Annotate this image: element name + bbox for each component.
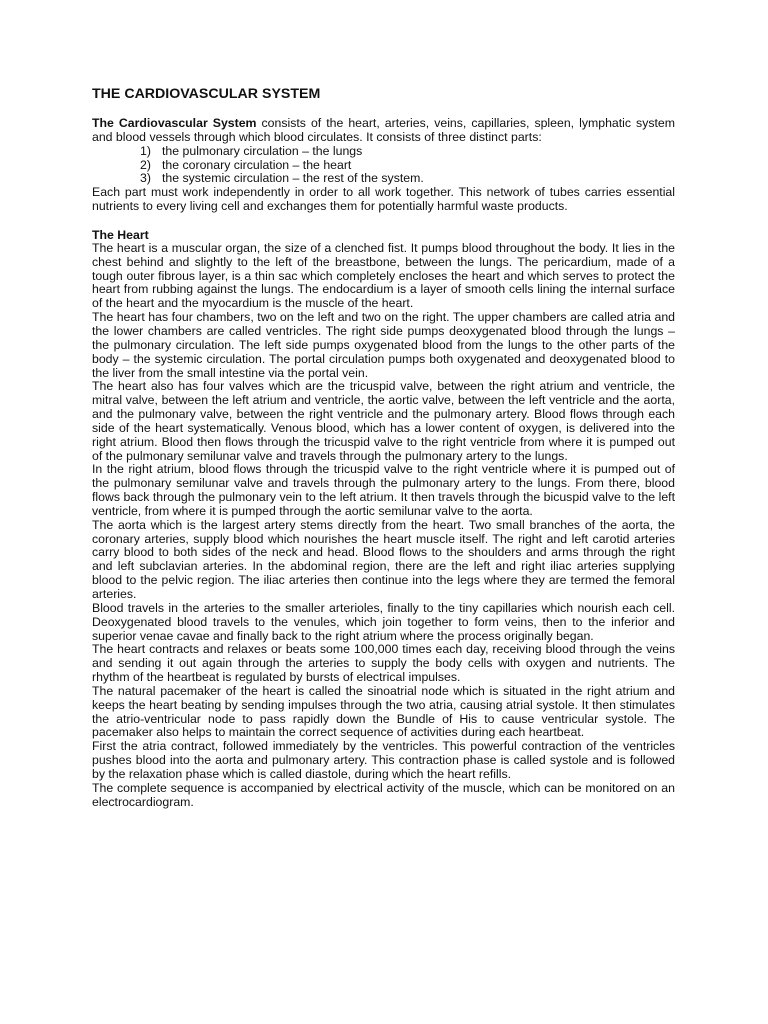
body-paragraph: The heart contracts and relaxes or beats some 100,000 times each day, receiving blood through the veins and sending it out again through the arteries to supply the body cells with oxygen and nutrients. The rhythm of the heartbeat is regulated by bursts of electrical impulses. (92, 642, 675, 685)
intro-paragraph (92, 117, 675, 145)
document-body (92, 86, 675, 810)
list-item-number: 3) (140, 171, 151, 186)
list-item-text: the coronary circulation – the heart (162, 157, 352, 172)
list-item-number: 1) (140, 143, 151, 158)
intro-closing-paragraph: Each part must work independently in order to all work together. This network of tubes carries essential nutrients to every living cell and exchanges them for potentially harmful waste products. (92, 185, 675, 214)
parts-list (92, 145, 675, 187)
body-paragraph: First the atria contract, followed immediately by the ventricles. This powerful contraction of the ventricles pushes blood into the aorta and pulmonary artery. This contraction phase is called systole and is followed by the relaxation phase which is called diastole, during which the heart refills. (92, 739, 675, 781)
body-paragraph: The complete sequence is accompanied by electrical activity of the muscle, which can be monitored on an electrocardiogram. (92, 780, 675, 809)
document-title: THE CARDIOVASCULAR SYSTEM (92, 86, 321, 102)
body-paragraph: The heart has four chambers, two on the left and two on the right. The upper chambers are called atria and the lower chambers are called ventricles. The right side pumps deoxygenated blood through the lungs – the pulmonary circulation. The left side pumps oxygenated blood from the lungs to the other parts of the body – the systemic circulation. The portal circulation pumps both oxygenated and deoxygenated blood to the liver from the small intestine via the portal vein. (92, 310, 675, 380)
list-item-number: 2) (140, 157, 151, 172)
list-item-text: the systemic circulation – the rest of the system. (162, 171, 424, 186)
body-paragraph: The natural pacemaker of the heart is called the sinoatrial node which is situated in the right atrium and keeps the heart beating by sending impulses through the two atria, causing atrial systole. It then stimulates the atrio-ventricular node to pass rapidly down the Bundle of His to cause ventricular systole. The pacemaker also helps to maintain the correct sequence of activities during each heartbeat. (92, 683, 675, 740)
list-item (140, 145, 675, 159)
intro-text: consists of the heart, arteries, veins, capillaries, spleen, lymphatic system and blood vessels through which blood circulates. It consists of three distinct parts: (92, 116, 675, 144)
list-item-text: the pulmonary circulation – the lungs (162, 143, 363, 158)
body-paragraph: Blood travels in the arteries to the smaller arterioles, finally to the tiny capillaries which nourish each cell. Deoxygenated blood travels to the venules, which join together to form veins, then to the inferior and superior venae cavae and finally back to the right atrium where the process originally began. (92, 600, 675, 643)
section-heading: The Heart (92, 227, 149, 242)
list-item (140, 159, 675, 173)
body-paragraph: The heart is a muscular organ, the size of a clenched fist. It pumps blood throughout the body. It lies in the chest behind and slightly to the left of the breastbone, between the lungs. The pericardium, made of a tough outer fibrous layer, is a thin sac which completely encloses the heart and which serves to protect the heart from rubbing against the lungs. The endocardium is a layer of smooth cells lining the internal surface of the heart and the myocardium is the muscle of the heart. (92, 240, 675, 311)
body-paragraph: The aorta which is the largest artery stems directly from the heart. Two small branches of the aorta, the coronary arteries, supply blood which nourishes the heart muscle itself. The right and left carotid arteries carry blood to both sides of the neck and head. Blood flows to the shoulders and arms through the right and left subclavian arteries. In the abdominal region, there are the left and right iliac arteries supplying blood to the pelvic region. The iliac arteries then continue into the legs where they are termed the femoral arteries. (92, 517, 675, 601)
list-item (140, 172, 675, 186)
intro-bold-lead: The Cardiovascular System (92, 116, 257, 130)
body-paragraph: In the right atrium, blood flows through the tricuspid valve to the right ventricle where it is pumped out of the pulmonary semilunar valve and travels through the pulmonary artery to the lungs. From there, blood flows back through the pulmonary vein to the left atrium. It then travels through the bicuspid valve to the left ventricle, from where it is pumped through the aortic semilunar valve to the aorta. (92, 462, 675, 518)
body-paragraph: The heart also has four valves which are the tricuspid valve, between the right atrium and ventricle, the mitral valve, between the left atrium and ventricle, the aortic valve, between the left ventricle and the aorta, and the pulmonary valve, between the right ventricle and the pulmonary artery. Blood flows through each side of the heart systematically. Venous blood, which has a lower content of oxygen, is delivered into the right atrium. Blood then flows through the tricuspid valve to the right ventricle from where it is pumped out of the pulmonary semilunar valve and travels through the pulmonary artery to the lungs. (92, 379, 675, 463)
